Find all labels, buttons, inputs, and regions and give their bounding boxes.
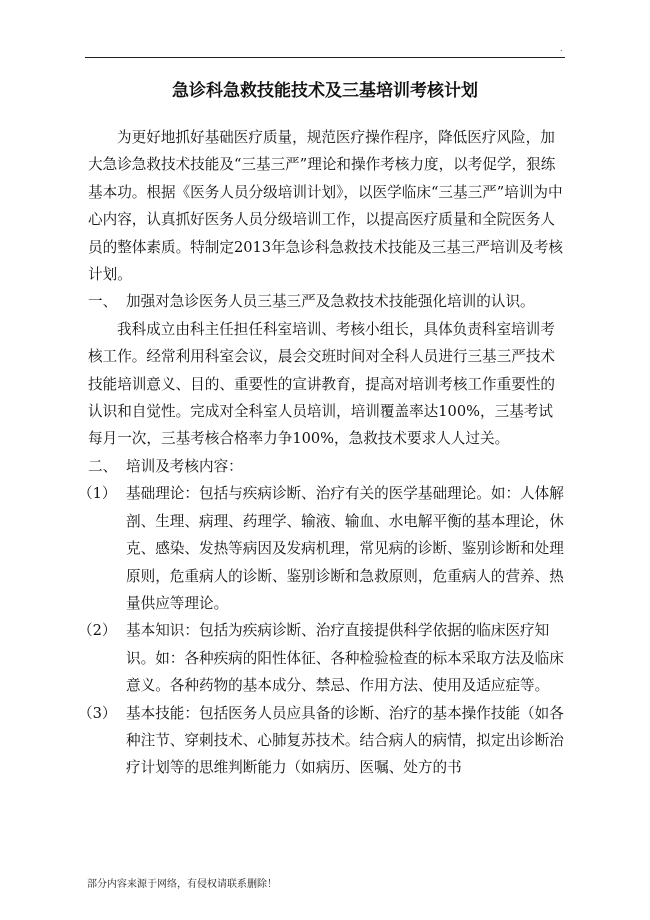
list-item-number: （3） [78, 704, 117, 722]
header-mark: . [560, 44, 563, 53]
section-1-body: 我科成立由科主任担任科室培训、考核小组长，具体负责科室培训考核工作。经常利用科室会议，晨会交班时间对全科人员进行三基三严技术技能培训意义、目的、重要性的宣讲教育，提高对培训考核工作重要性的认识和自觉性。完成对全科室人员培训，培训覆盖率达100%，三基考试每月一次，三基考核合格率力争100%，急救技术要求人人过关。 [88, 320, 556, 448]
section-number: 二、 [88, 457, 118, 475]
section-heading-2 [88, 453, 566, 480]
document-body [78, 124, 566, 782]
list-item-number: （1） [78, 485, 117, 503]
list-item-text: 基本知识：包括为疾病诊断、治疗直接提供科学依据的临床医疗知识。如：各种疾病的阳性体征、各种检验检查的标本采取方法及临床意义。各种药物的基本成分、禁忌、作用方法、使用及适应症等。 [126, 622, 564, 695]
list-item-text: 基本技能：包括医务人员应具备的诊断、治疗的基本操作技能（如各种注节、穿刺技术、心肺复苏技术。结合病人的病情，拟定出诊断治疗计划等的思维判断能力（如病历、医嘱、处方的书 [126, 704, 564, 777]
document-title: 急诊科急救技能技术及三基培训考核计划 [172, 81, 478, 101]
section-heading-1 [88, 288, 566, 315]
header-rule [85, 57, 565, 58]
section-number: 一、 [88, 293, 118, 311]
list-item [78, 480, 566, 617]
list-item-number: （2） [78, 622, 117, 640]
list-item [78, 617, 566, 699]
section-title: 培训及考核内容： [126, 457, 243, 475]
list-item [78, 700, 566, 782]
list-item-text: 基础理论：包括与疾病诊断、治疗有关的医学基础理论。如：人体解剖、生理、病理、药理学、输液、输血、水电解平衡的基本理论，休克、感染、发热等病因及发病机理，常见病的诊断、鉴别诊断和处理原则，危重病人的诊断、鉴别诊断和急救原则，危重病人的营养、热量供应等理论。 [126, 485, 564, 612]
intro-paragraph: 为更好地抓好基础医疗质量，规范医疗操作程序，降低医疗风险，加大急诊急救技术技能及“三基三严”理论和操作考核力度，以考促学，狠练基本功。根据《医务人员分级培训计划》，以医学临床“三基三严”培训为中心内容，认真抓好医务人员分级培训工作，以提高医疗质量和全院医务人员的整体素质。特制定2013年急诊科急救技术技能及三基三严培训及考核计划。 [88, 129, 563, 284]
footer-disclaimer: 部分内容来源于网络，有侵权请联系删除！ [87, 879, 277, 890]
section-title: 加强对急诊医务人员三基三严及急救技术技能强化培训的认识。 [126, 293, 535, 311]
